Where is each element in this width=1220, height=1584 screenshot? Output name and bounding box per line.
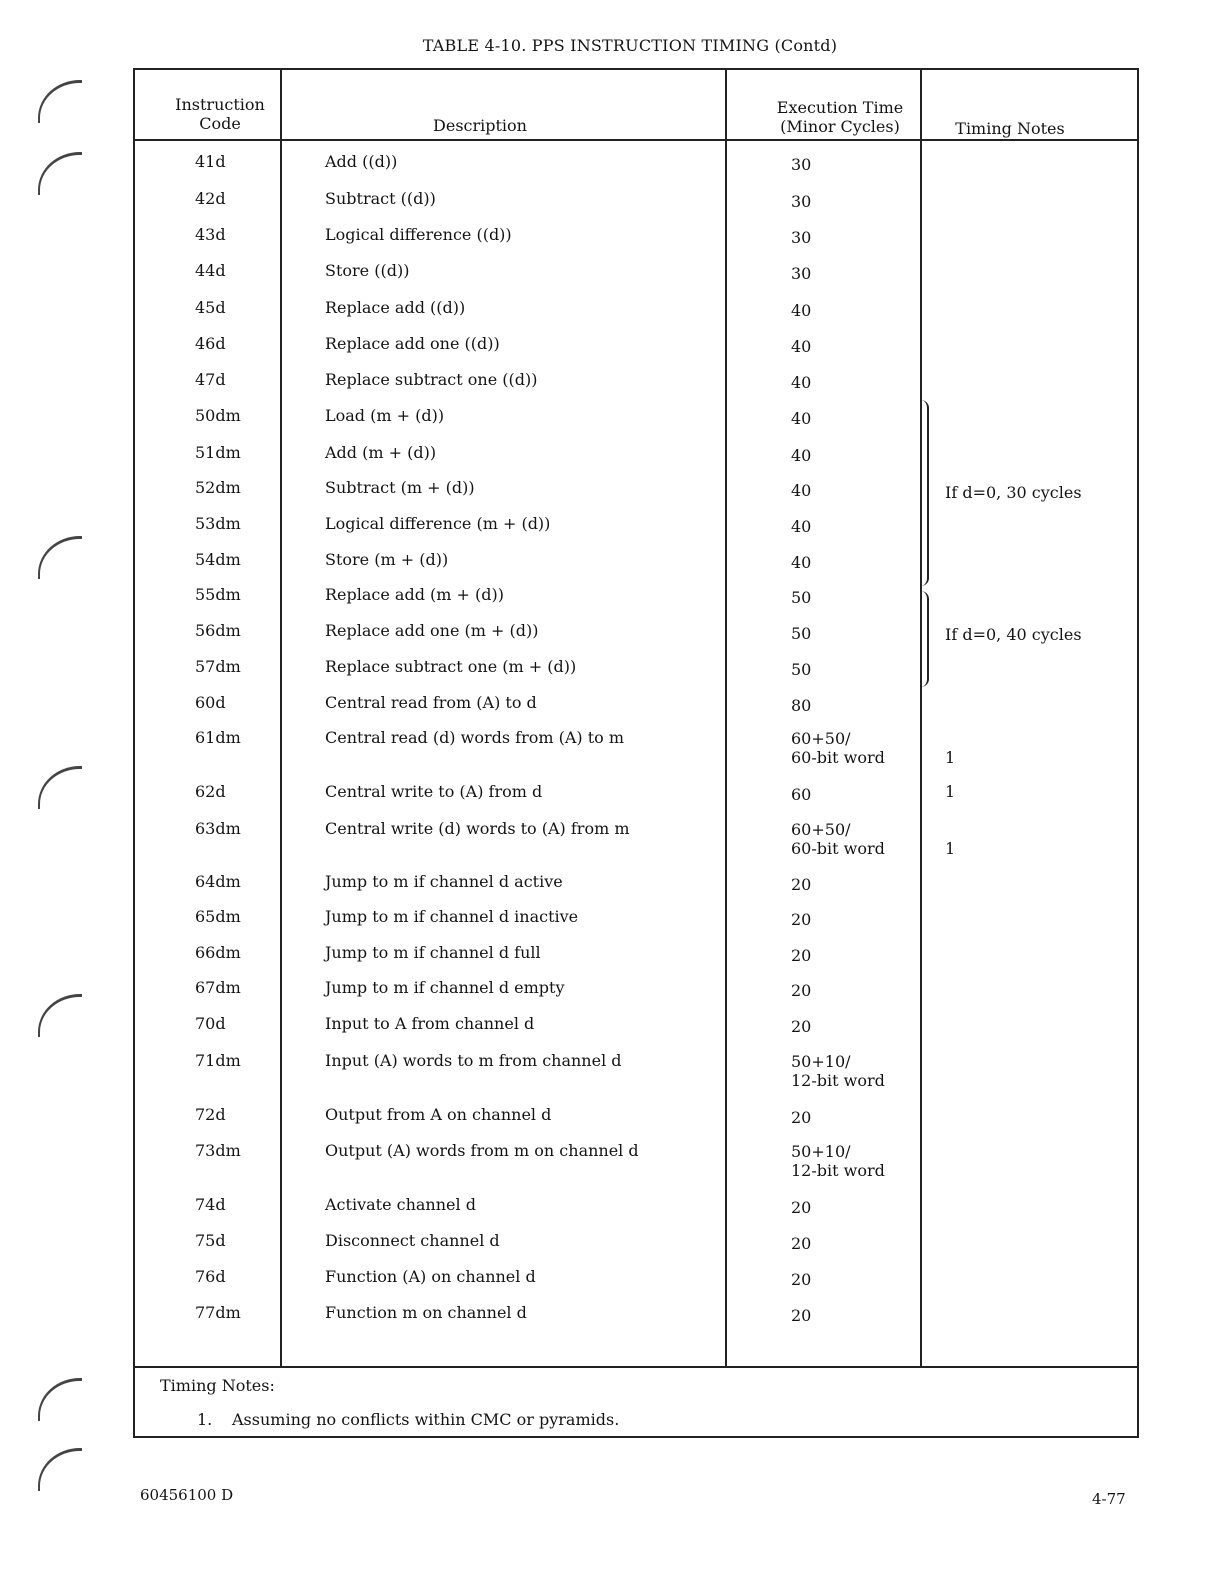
instruction-description: Central read from (A) to d bbox=[325, 693, 537, 712]
execution-time: 40 bbox=[791, 517, 812, 536]
page-number: 4-77 bbox=[1092, 1490, 1126, 1508]
execution-time: 20 bbox=[791, 1270, 812, 1289]
brace-note-40: If d=0, 40 cycles bbox=[945, 625, 1082, 644]
execution-time: 40 bbox=[791, 301, 812, 320]
instruction-code: 55dm bbox=[195, 585, 241, 604]
timing-note-ref: 1 bbox=[945, 839, 956, 858]
instruction-description: Input to A from channel d bbox=[325, 1014, 535, 1033]
instruction-code: 72d bbox=[195, 1105, 226, 1124]
notes-rule bbox=[135, 1366, 1137, 1368]
instruction-description: Replace add (m + (d)) bbox=[325, 585, 504, 604]
execution-time: 50+10/ 12-bit word bbox=[791, 1052, 885, 1090]
instruction-code: 77dm bbox=[195, 1303, 241, 1322]
instruction-code: 47d bbox=[195, 370, 226, 389]
timing-note-ref: 1 bbox=[945, 748, 956, 767]
execution-time: 60+50/ 60-bit word bbox=[791, 820, 885, 858]
instruction-code: 65dm bbox=[195, 907, 241, 926]
instruction-code: 54dm bbox=[195, 550, 241, 569]
instruction-description: Input (A) words to m from channel d bbox=[325, 1051, 622, 1070]
instruction-description: Replace subtract one ((d)) bbox=[325, 370, 538, 389]
instruction-description: Replace subtract one (m + (d)) bbox=[325, 657, 577, 676]
execution-time: 20 bbox=[791, 1306, 812, 1325]
punch-hole bbox=[38, 1448, 82, 1491]
execution-time: 50+10/ 12-bit word bbox=[791, 1142, 885, 1180]
instruction-description: Replace add one (m + (d)) bbox=[325, 621, 539, 640]
instruction-code: 70d bbox=[195, 1014, 226, 1033]
instruction-description: Output from A on channel d bbox=[325, 1105, 552, 1124]
execution-time: 40 bbox=[791, 337, 812, 356]
instruction-description: Central read (d) words from (A) to m bbox=[325, 728, 625, 747]
execution-time: 30 bbox=[791, 155, 812, 174]
instruction-code: 63dm bbox=[195, 819, 241, 838]
instruction-description: Jump to m if channel d empty bbox=[325, 978, 565, 997]
execution-time: 20 bbox=[791, 1108, 812, 1127]
brace-bracket bbox=[919, 400, 929, 586]
instruction-code: 46d bbox=[195, 334, 226, 353]
instruction-description: Add (m + (d)) bbox=[325, 443, 437, 462]
punch-hole bbox=[38, 994, 82, 1037]
header-timing-notes: Timing Notes bbox=[955, 119, 1065, 138]
instruction-description: Load (m + (d)) bbox=[325, 406, 445, 425]
execution-time: 30 bbox=[791, 192, 812, 211]
brace-note-30: If d=0, 30 cycles bbox=[945, 483, 1082, 502]
execution-time: 30 bbox=[791, 264, 812, 283]
execution-time: 50 bbox=[791, 660, 812, 679]
instruction-code: 56dm bbox=[195, 621, 241, 640]
page-title: TABLE 4-10. PPS INSTRUCTION TIMING (Contd) bbox=[422, 36, 838, 55]
execution-time: 30 bbox=[791, 228, 812, 247]
instruction-description: Logical difference (m + (d)) bbox=[325, 514, 551, 533]
execution-time: 20 bbox=[791, 1198, 812, 1217]
instruction-description: Store ((d)) bbox=[325, 261, 410, 280]
instruction-code: 52dm bbox=[195, 478, 241, 497]
instruction-code: 57dm bbox=[195, 657, 241, 676]
execution-time: 40 bbox=[791, 409, 812, 428]
punch-hole bbox=[38, 80, 82, 123]
instruction-code: 75d bbox=[195, 1231, 226, 1250]
execution-time: 50 bbox=[791, 588, 812, 607]
execution-time: 20 bbox=[791, 981, 812, 1000]
punch-hole bbox=[38, 1378, 82, 1421]
instruction-code: 61dm bbox=[195, 728, 241, 747]
instruction-description: Subtract (m + (d)) bbox=[325, 478, 475, 497]
header-rule bbox=[135, 139, 1137, 141]
execution-time: 20 bbox=[791, 875, 812, 894]
column-divider bbox=[280, 70, 282, 1366]
header-instruction-code: Instruction Code bbox=[175, 95, 265, 133]
instruction-code: 43d bbox=[195, 225, 226, 244]
execution-time: 60+50/ 60-bit word bbox=[791, 729, 885, 767]
instruction-code: 73dm bbox=[195, 1141, 241, 1160]
execution-time: 40 bbox=[791, 553, 812, 572]
instruction-description: Store (m + (d)) bbox=[325, 550, 449, 569]
instruction-code: 74d bbox=[195, 1195, 226, 1214]
execution-time: 20 bbox=[791, 946, 812, 965]
instruction-code: 53dm bbox=[195, 514, 241, 533]
document-number: 60456100 D bbox=[140, 1486, 234, 1504]
timing-note-number: 1. bbox=[197, 1410, 213, 1429]
instruction-code: 60d bbox=[195, 693, 226, 712]
timing-table bbox=[133, 68, 1139, 1438]
instruction-description: Activate channel d bbox=[325, 1195, 476, 1214]
instruction-code: 62d bbox=[195, 782, 226, 801]
header-execution-time: Execution Time (Minor Cycles) bbox=[776, 98, 904, 136]
timing-note-ref: 1 bbox=[945, 782, 956, 801]
instruction-description: Replace add ((d)) bbox=[325, 298, 466, 317]
instruction-description: Output (A) words from m on channel d bbox=[325, 1141, 639, 1160]
instruction-description: Logical difference ((d)) bbox=[325, 225, 512, 244]
instruction-code: 44d bbox=[195, 261, 226, 280]
instruction-code: 45d bbox=[195, 298, 226, 317]
timing-note-text: Assuming no conflicts within CMC or pyramids. bbox=[232, 1410, 620, 1429]
execution-time: 50 bbox=[791, 624, 812, 643]
instruction-description: Subtract ((d)) bbox=[325, 189, 436, 208]
execution-time: 20 bbox=[791, 1234, 812, 1253]
punch-hole bbox=[38, 536, 82, 579]
instruction-description: Jump to m if channel d inactive bbox=[325, 907, 579, 926]
execution-time: 40 bbox=[791, 446, 812, 465]
execution-time: 40 bbox=[791, 373, 812, 392]
instruction-description: Jump to m if channel d active bbox=[325, 872, 563, 891]
execution-time: 20 bbox=[791, 1017, 812, 1036]
instruction-description: Add ((d)) bbox=[325, 152, 398, 171]
instruction-code: 64dm bbox=[195, 872, 241, 891]
instruction-code: 71dm bbox=[195, 1051, 241, 1070]
timing-notes-title: Timing Notes: bbox=[160, 1376, 275, 1395]
punch-hole bbox=[38, 152, 82, 195]
instruction-code: 76d bbox=[195, 1267, 226, 1286]
instruction-code: 67dm bbox=[195, 978, 241, 997]
execution-time: 80 bbox=[791, 696, 812, 715]
instruction-description: Central write to (A) from d bbox=[325, 782, 543, 801]
punch-hole bbox=[38, 766, 82, 809]
execution-time: 40 bbox=[791, 481, 812, 500]
header-description: Description bbox=[433, 116, 527, 135]
instruction-description: Replace add one ((d)) bbox=[325, 334, 500, 353]
instruction-description: Function m on channel d bbox=[325, 1303, 527, 1322]
instruction-description: Central write (d) words to (A) from m bbox=[325, 819, 630, 838]
instruction-code: 50dm bbox=[195, 406, 241, 425]
execution-time: 60 bbox=[791, 785, 812, 804]
instruction-description: Jump to m if channel d full bbox=[325, 943, 541, 962]
instruction-code: 42d bbox=[195, 189, 226, 208]
instruction-description: Function (A) on channel d bbox=[325, 1267, 536, 1286]
instruction-code: 66dm bbox=[195, 943, 241, 962]
instruction-code: 51dm bbox=[195, 443, 241, 462]
instruction-code: 41d bbox=[195, 152, 226, 171]
brace-bracket bbox=[919, 591, 929, 687]
instruction-description: Disconnect channel d bbox=[325, 1231, 500, 1250]
column-divider bbox=[725, 70, 727, 1366]
execution-time: 20 bbox=[791, 910, 812, 929]
